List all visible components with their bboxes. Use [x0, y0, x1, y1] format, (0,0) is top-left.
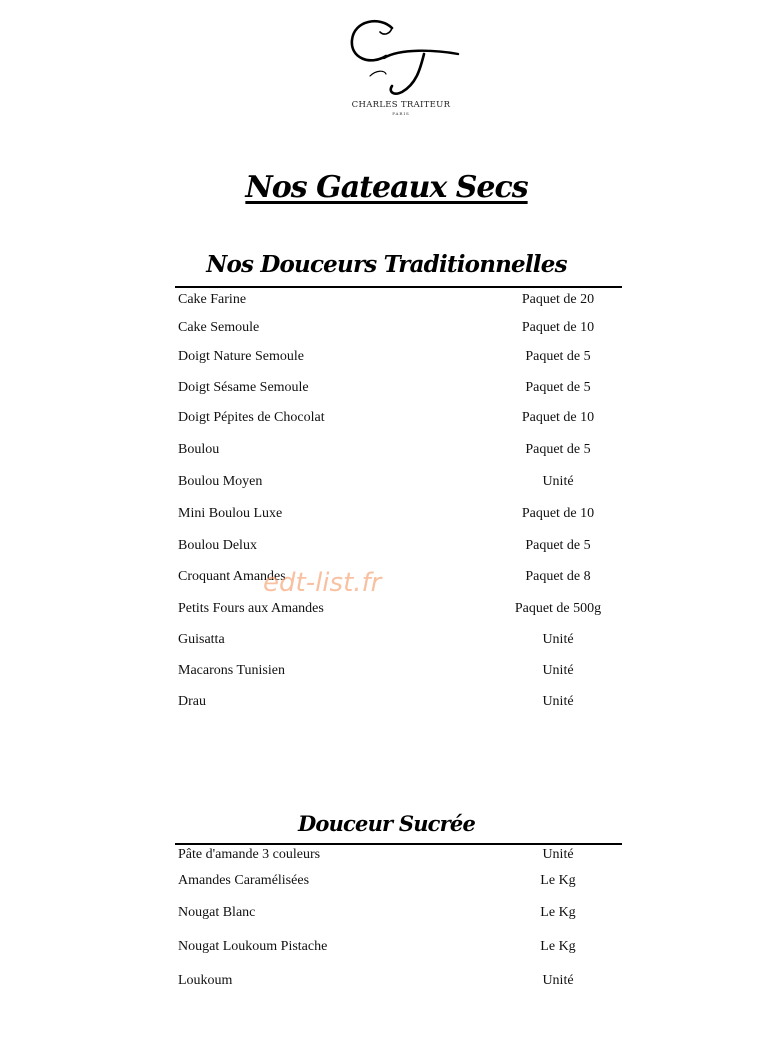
- item-name: Boulou Moyen: [178, 474, 263, 489]
- item-name: Amandes Caramélisées: [178, 873, 310, 888]
- item-name: Croquant Amandes: [178, 569, 286, 584]
- list-item: [178, 320, 622, 340]
- item-unit: Le Kg: [540, 939, 576, 954]
- item-unit: Le Kg: [540, 873, 576, 888]
- list-item: [178, 349, 622, 369]
- list-item: [178, 410, 622, 430]
- list-item: [178, 939, 622, 959]
- item-unit: Unité: [542, 694, 574, 709]
- page-title-text: Nos Gateaux Secs: [245, 170, 528, 205]
- watermark: edt-list.fr: [263, 568, 382, 598]
- item-name: Doigt Pépites de Chocolat: [178, 410, 325, 425]
- item-name: Nougat Loukoum Pistache: [178, 939, 328, 954]
- section-title-douceur-sucree: Douceur Sucrée: [297, 811, 476, 836]
- item-name: Guisatta: [178, 632, 225, 647]
- item-unit: Unité: [542, 632, 574, 647]
- list-item: [178, 474, 622, 494]
- section-divider: [175, 843, 622, 845]
- item-unit: Unité: [542, 663, 574, 678]
- item-name: Nougat Blanc: [178, 905, 256, 920]
- list-item: [178, 601, 622, 621]
- item-name: Petits Fours aux Amandes: [178, 601, 324, 616]
- item-unit: Unité: [542, 474, 574, 489]
- item-unit: Paquet de 5: [525, 349, 591, 364]
- brand-city: PARIS: [392, 111, 410, 116]
- item-unit: Paquet de 500g: [514, 601, 602, 616]
- section-title-traditionnelles: Nos Douceurs Traditionnelles: [206, 251, 567, 278]
- item-unit: Paquet de 10: [521, 410, 595, 425]
- list-item: [178, 694, 622, 714]
- item-name: Mini Boulou Luxe: [178, 506, 283, 521]
- list-item: [178, 292, 622, 312]
- list-item: [178, 569, 622, 589]
- list-item: [178, 538, 622, 558]
- item-unit: Unité: [542, 973, 574, 988]
- list-item: [178, 506, 622, 526]
- item-name: Macarons Tunisien: [178, 663, 285, 678]
- list-item: [178, 905, 622, 925]
- brand-logo: [340, 14, 462, 118]
- item-name: Loukoum: [178, 973, 233, 988]
- item-name: Doigt Sésame Semoule: [178, 380, 309, 395]
- item-unit: Paquet de 5: [525, 380, 591, 395]
- item-name: Boulou Delux: [178, 538, 257, 553]
- list-item: [178, 380, 622, 400]
- item-name: Boulou: [178, 442, 220, 457]
- item-unit: Unité: [542, 847, 574, 862]
- page-title: [0, 170, 773, 205]
- brand-name: CHARLES TRAITEUR: [351, 100, 451, 110]
- ct-monogram-icon: [340, 14, 462, 100]
- item-unit: Paquet de 10: [521, 320, 595, 335]
- item-name: Cake Semoule: [178, 320, 260, 335]
- list-item: [178, 663, 622, 683]
- list-item: [178, 442, 622, 462]
- item-name: Drau: [178, 694, 206, 709]
- item-name: Doigt Nature Semoule: [178, 349, 304, 364]
- item-name: Cake Farine: [178, 292, 247, 307]
- list-item: [178, 973, 622, 993]
- list-item: [178, 847, 622, 867]
- list-item: [178, 632, 622, 652]
- item-unit: Paquet de 5: [525, 538, 591, 553]
- list-item: [178, 873, 622, 893]
- item-unit: Paquet de 8: [525, 569, 591, 584]
- item-unit: Paquet de 20: [521, 292, 595, 307]
- item-unit: Paquet de 10: [521, 506, 595, 521]
- item-name: Pâte d'amande 3 couleurs: [178, 847, 321, 862]
- item-unit: Paquet de 5: [525, 442, 591, 457]
- item-unit: Le Kg: [540, 905, 576, 920]
- section-divider: [175, 286, 622, 288]
